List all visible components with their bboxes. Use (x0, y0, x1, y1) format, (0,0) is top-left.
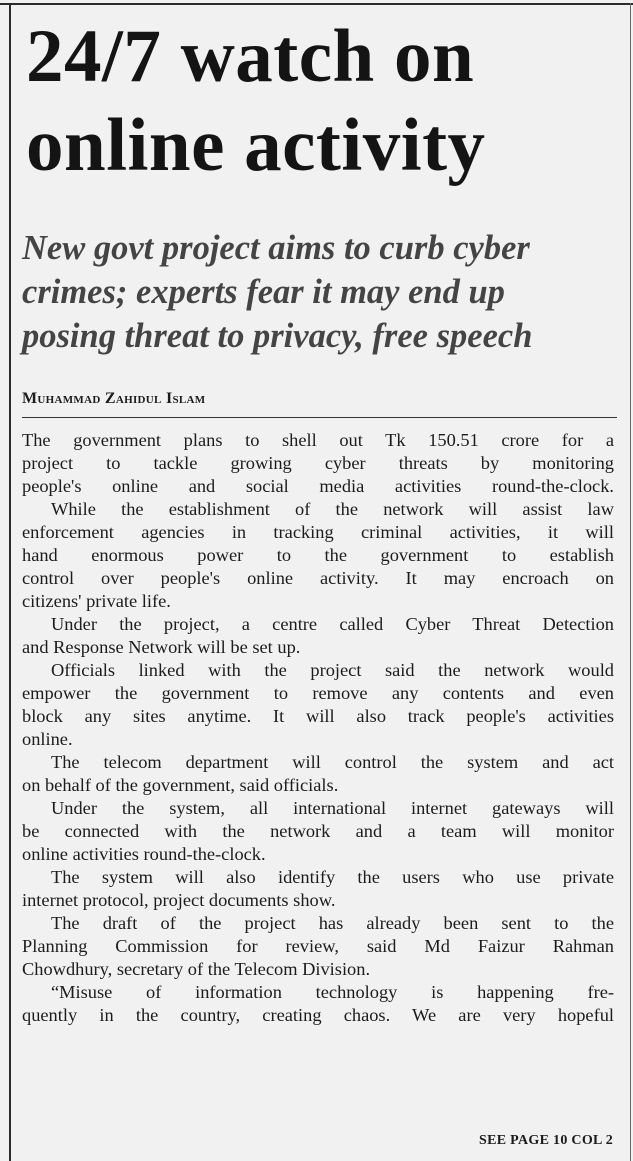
subheadline-line: posing threat to privacy, free speech (22, 317, 533, 355)
body-line: Planning Commission for review, said Md Faizur Rahman (22, 936, 614, 956)
body-line: project to tackle growing cyber threats by monitoring (22, 453, 614, 473)
body-line: The telecom department will control the system and act (51, 752, 614, 772)
body-line: While the establishment of the network will assist law (51, 499, 614, 519)
body-line: quently in the country, creating chaos. We are very hopeful (22, 1005, 614, 1025)
body-line: The system will also identify the users who use private (51, 867, 614, 887)
body-line: and Response Network will be set up. (22, 637, 301, 657)
body-line: The draft of the project has already been sent to the (51, 913, 614, 933)
headline-line: 24/7 watch on (26, 15, 475, 98)
body-line: be connected with the network and a team will monitor (22, 821, 614, 841)
body-line: Officials linked with the project said the network would (51, 660, 614, 680)
body-line: citizens' private life. (22, 591, 171, 611)
body-line: hand enormous power to the government to establish (22, 545, 614, 565)
body-line: internet protocol, project documents show. (22, 890, 336, 910)
body-line: Chowdhury, secretary of the Telecom Division. (22, 959, 371, 979)
subheadline (22, 226, 622, 358)
left-border-rule (9, 3, 11, 1161)
byline: Muhammad Zahidul Islam (22, 390, 206, 407)
body-line: online. (22, 729, 73, 749)
body-line: empower the government to remove any contents and even (22, 683, 614, 703)
body-line: “Misuse of information technology is happening fre- (51, 982, 614, 1002)
subheadline-line: crimes; experts fear it may end up (22, 273, 505, 311)
article-body (22, 429, 614, 1027)
body-line: people's online and social media activities round-the-clock. (22, 476, 614, 496)
subheadline-line: New govt project aims to curb cyber (22, 229, 530, 267)
body-line: online activities round-the-clock. (22, 844, 266, 864)
body-line: control over people's online activity. It may encroach on (22, 568, 614, 588)
headline (26, 12, 626, 190)
top-border-rule (0, 3, 633, 5)
body-line: block any sites anytime. It will also track people's activities (22, 706, 614, 726)
byline-divider (22, 417, 617, 418)
right-border-rule (630, 3, 631, 1161)
body-line: enforcement agencies in tracking criminal activities, it will (22, 522, 614, 542)
headline-line: online activity (26, 104, 486, 187)
body-line: Under the system, all international internet gateways will (51, 798, 614, 818)
continuation-jump-line: SEE PAGE 10 COL 2 (479, 1133, 613, 1148)
body-line: The government plans to shell out Tk 150.51 crore for a (22, 430, 614, 450)
body-line: Under the project, a centre called Cyber Threat Detection (51, 614, 614, 634)
body-line: on behalf of the government, said officials. (22, 775, 339, 795)
